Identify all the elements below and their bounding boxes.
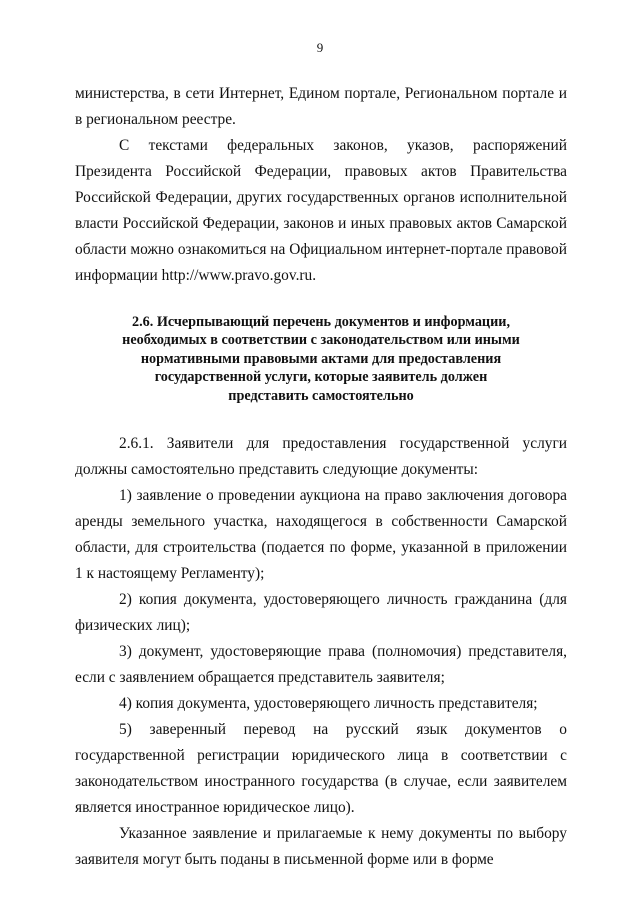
list-item-4: 4) копия документа, удостоверяющего личность представителя; [119, 695, 538, 713]
spacer [75, 405, 567, 431]
section-heading-2-6 [75, 313, 567, 405]
page-number: 9 [316, 40, 324, 55]
heading-line: представить самостоятельно [228, 387, 414, 404]
heading-line: нормативными правовыми актами для предоставления [140, 350, 502, 367]
spacer [75, 289, 567, 313]
list-item-3: 3) документ, удостоверяющие права (полномочия) представителя, если с заявлением обращается представитель заявителя; [75, 643, 567, 687]
heading-line: государственной услуги, которые заявитель должен [154, 369, 488, 386]
heading-line: необходимых в соответствии с законодательством или иными [122, 332, 520, 349]
list-item-2: 2) копия документа, удостоверяющего личность гражданина (для физических лиц); [75, 591, 567, 635]
list-item-5: 5) заверенный перевод на русский язык документов о государственной регистрации юридического лица в соответствии с законодательством иностранного государства (в случае, если заявителем является иностранное юридическое лицо). [75, 721, 567, 817]
paragraph-2-6-1: 2.6.1. Заявители для предоставления государственной услуги должны самостоятельно представить следующие документы: [75, 435, 567, 479]
paragraph-continuation: министерства, в сети Интернет, Едином портале, Региональном портале и в региональном реестре. [75, 85, 567, 128]
paragraph-submission: Указанное заявление и прилагаемые к нему документы по выбору заявителя могут быть поданы в письменной форме или в форме [75, 825, 567, 869]
list-item-1: 1) заявление о проведении аукциона на право заключения договора аренды земельного участка, находящегося в собственности Самарской области, для строительства (подается по форме, указанной в приложении 1 к настоящему Регламенту); [75, 487, 567, 583]
paragraph-legal-acts: С текстами федеральных законов, указов, распоряжений Президента Российской Федерации, правовых актов Правительства Российской Федерации, других государственных органов исполнительной власти Российской Федерации, законов и иных правовых актов Самарской области можно ознакомиться на Официальном интернет-портале правовой информации http://www.pravo.gov.ru. [75, 137, 567, 284]
heading-line: 2.6. Исчерпывающий перечень документов и информации, [131, 314, 511, 330]
document-body [75, 81, 567, 873]
